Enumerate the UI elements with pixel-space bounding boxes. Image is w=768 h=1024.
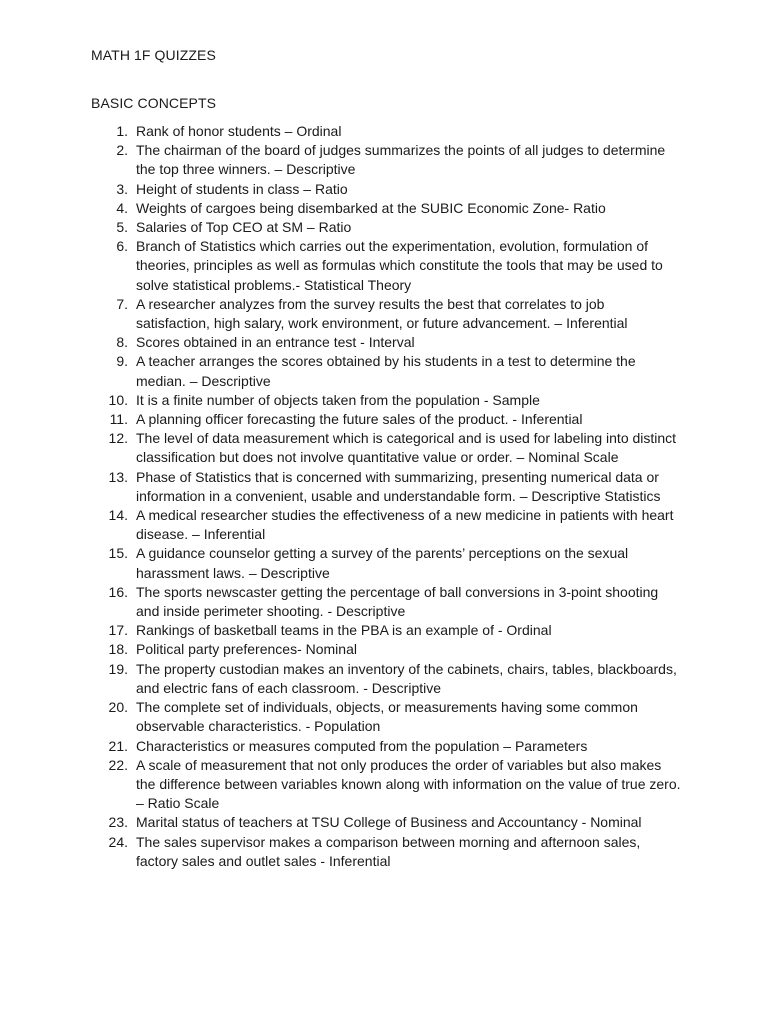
- list-item: [0, 429, 768, 467]
- item-number: 13.: [108, 468, 128, 485]
- list-item: [0, 333, 768, 352]
- list-item: [0, 813, 768, 832]
- item-number: 9.: [116, 353, 128, 370]
- list-item: [0, 122, 768, 141]
- item-text: A medical researcher studies the effectiveness of a new medicine in patients with heart disease. – Inferential: [136, 507, 674, 543]
- item-number: 4.: [116, 199, 128, 216]
- item-text: It is a finite number of objects taken from the population - Sample: [136, 391, 540, 408]
- item-text: A researcher analyzes from the survey results the best that correlates to job satisfaction, high salary, work environment, or future advancement. – Inferential: [136, 295, 628, 332]
- list-item: [0, 295, 768, 333]
- item-text: The chairman of the board of judges summarizes the points of all judges to determine the top three winners. – Descriptive: [136, 142, 666, 178]
- item-text: A guidance counselor getting a survey of the parents’ perceptions on the sexual harassment laws. – Descriptive: [136, 545, 629, 581]
- list-item: [0, 583, 768, 621]
- item-number: 12.: [108, 430, 128, 447]
- item-text: Rankings of basketball teams in the PBA is an example of - Ordinal: [136, 622, 552, 639]
- item-text: Branch of Statistics which carries out the experimentation, evolution, formulation of theories, principles as well as formulas which constitute the tools that may be used to solve statistical problems.- Statistical Theory: [136, 238, 663, 293]
- item-number: 22.: [108, 756, 128, 773]
- list-item: [0, 698, 768, 736]
- item-text: The sports newscaster getting the percentage of ball conversions in 3-point shooting and inside perimeter shooting. - Descriptive: [136, 583, 659, 620]
- item-number: 10.: [108, 391, 128, 408]
- item-number: 2.: [116, 142, 128, 159]
- quiz-list: [0, 122, 768, 871]
- item-text: Scores obtained in an entrance test - Interval: [136, 334, 415, 351]
- list-item: [0, 410, 768, 429]
- item-number: 21.: [108, 737, 128, 754]
- item-text: Characteristics or measures computed from the population – Parameters: [136, 737, 588, 754]
- section-heading: BASIC CONCEPTS: [91, 95, 217, 111]
- item-number: 14.: [108, 507, 128, 524]
- list-item: [0, 660, 768, 698]
- document-title: MATH 1F QUIZZES: [91, 47, 216, 63]
- item-number: 11.: [109, 411, 128, 428]
- item-text: Salaries of Top CEO at SM – Ratio: [136, 219, 352, 236]
- item-text: Rank of honor students – Ordinal: [136, 123, 342, 139]
- item-text: A teacher arranges the scores obtained by his students in a test to determine the median. – Descriptive: [136, 353, 636, 389]
- item-text: The property custodian makes an inventory of the cabinets, chairs, tables, blackboards, and electric fans of each classroom. - Descriptive: [136, 660, 677, 696]
- list-item: [0, 640, 768, 659]
- item-number: 17.: [108, 622, 128, 639]
- list-item: [0, 141, 768, 179]
- item-number: 7.: [116, 295, 128, 312]
- list-item: [0, 391, 768, 410]
- list-item: [0, 544, 768, 582]
- item-number: 23.: [108, 814, 128, 831]
- item-number: 6.: [116, 238, 128, 255]
- item-number: 24.: [108, 833, 128, 850]
- item-number: 1.: [116, 123, 128, 139]
- item-number: 19.: [108, 660, 128, 677]
- item-number: 15.: [108, 545, 128, 562]
- list-item: [0, 352, 768, 390]
- list-item: [0, 737, 768, 756]
- item-text: The complete set of individuals, objects, or measurements having some common observable characteristics. - Population: [136, 699, 638, 735]
- list-item: [0, 506, 768, 544]
- item-text: Height of students in class – Ratio: [136, 180, 348, 197]
- list-item: [0, 833, 768, 871]
- item-number: 16.: [108, 583, 128, 600]
- item-text: The sales supervisor makes a comparison between morning and afternoon sales, factory sales and outlet sales - Inferential: [136, 833, 641, 869]
- list-item: [0, 237, 768, 295]
- item-number: 8.: [116, 334, 128, 351]
- list-item: [0, 218, 768, 237]
- item-number: 5.: [116, 219, 128, 236]
- list-item: [0, 756, 768, 814]
- item-text: A scale of measurement that not only produces the order of variables but also makes the difference between variables known along with information on the value of true zero. – Ratio Scale: [136, 756, 681, 812]
- item-number: 3.: [116, 180, 128, 197]
- list-item: [0, 621, 768, 640]
- item-number: 20.: [108, 699, 128, 716]
- item-text: A planning officer forecasting the future sales of the product. - Inferential: [136, 411, 583, 428]
- list-item: [0, 199, 768, 218]
- item-text: Weights of cargoes being disembarked at the SUBIC Economic Zone- Ratio: [136, 199, 606, 216]
- item-number: 18.: [108, 641, 128, 658]
- list-item: [0, 180, 768, 199]
- item-text: Marital status of teachers at TSU College of Business and Accountancy - Nominal: [136, 814, 642, 831]
- item-text: The level of data measurement which is categorical and is used for labeling into distinct classification but does not involve quantitative value or order. – Nominal Scale: [136, 430, 677, 466]
- item-text: Phase of Statistics that is concerned with summarizing, presenting numerical data or information in a convenient, usable and understandable form. – Descriptive Statistics: [136, 468, 661, 504]
- item-text: Political party preferences- Nominal: [136, 641, 357, 658]
- list-item: [0, 468, 768, 506]
